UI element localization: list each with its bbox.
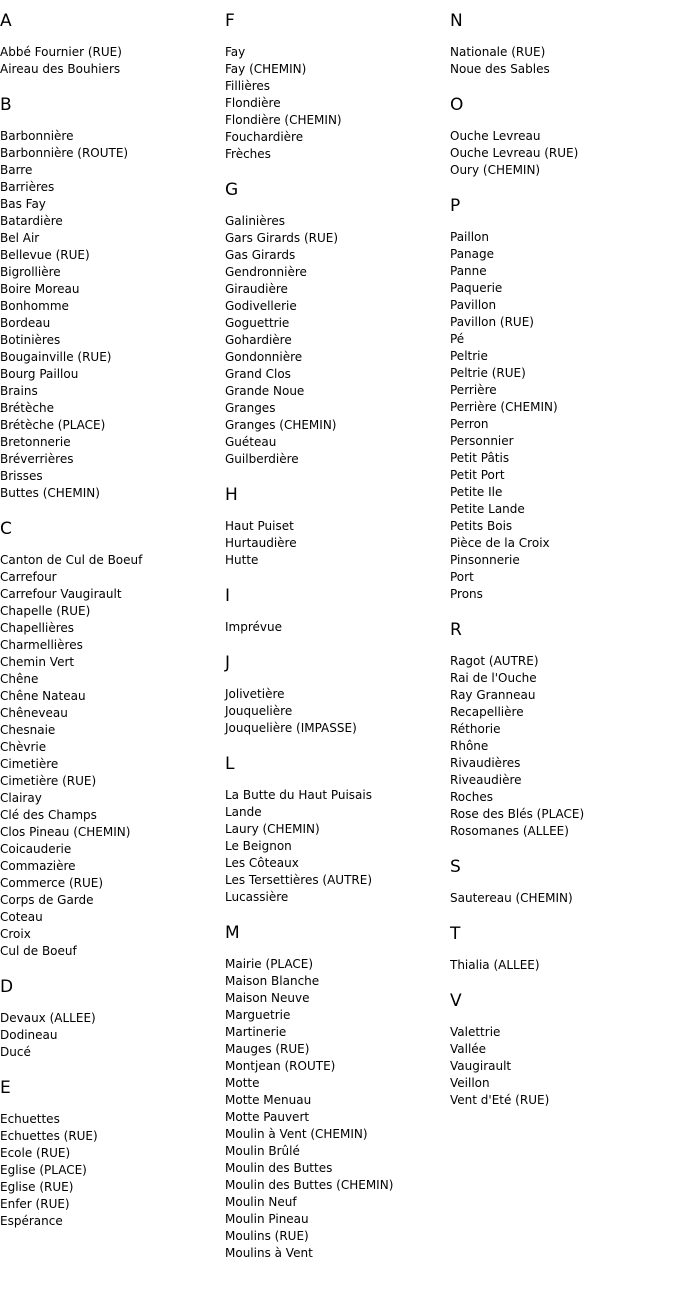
street-name: Paquerie [450, 281, 503, 295]
letter-section-t [450, 923, 670, 974]
street-name: Le Beignon [225, 839, 292, 853]
letter-section-g [225, 179, 445, 468]
street-name: Barre [0, 163, 33, 177]
street-name: Petit Pâtis [450, 451, 510, 465]
letter-section-c [0, 518, 220, 960]
street-name: Croix [0, 927, 31, 941]
street-name: Pé [450, 332, 465, 346]
street-name: Bel Air [0, 231, 40, 245]
street-list [0, 1010, 220, 1061]
street-name: Gendronnière [225, 265, 307, 279]
street-list [450, 653, 670, 840]
letter-section-l [225, 753, 445, 906]
letter-section-r [450, 619, 670, 840]
street-name: Fouchardière [225, 130, 304, 144]
street-name: Gohardière [225, 333, 292, 347]
street-name: Haut Puiset [225, 519, 294, 533]
street-name: Peltrie [450, 349, 488, 363]
street-name: Recapellière [450, 705, 524, 719]
letter-section-j [225, 652, 445, 737]
street-name: Ray Granneau [450, 688, 536, 702]
street-list [450, 44, 670, 78]
street-name: Ouche Levreau [450, 129, 541, 143]
street-name: Bougainville (RUE) [0, 350, 112, 364]
street-list [225, 213, 445, 468]
street-name: Petits Bois [450, 519, 513, 533]
street-name: Jolivetière [225, 687, 285, 701]
street-name: Petite Lande [450, 502, 525, 516]
street-name: Cimetière [0, 757, 59, 771]
section-letter-heading: N [450, 11, 463, 31]
street-list [225, 518, 445, 569]
street-name: Bréverrières [0, 452, 74, 466]
street-name: Chêne Nateau [0, 689, 86, 703]
street-list [450, 1024, 670, 1109]
street-name: Clé des Champs [0, 808, 97, 822]
street-name: Clairay [0, 791, 42, 805]
street-name: Port [450, 570, 474, 584]
street-name: Marguetrie [225, 1008, 291, 1022]
letter-section-f [225, 10, 445, 163]
section-letter-heading: F [225, 11, 235, 31]
street-name: Clos Pineau (CHEMIN) [0, 825, 131, 839]
section-letter-heading: B [0, 95, 12, 115]
street-name: Brétèche [0, 401, 54, 415]
letter-section-b [0, 94, 220, 502]
street-name: Perrière (CHEMIN) [450, 400, 558, 414]
section-letter-heading: L [225, 754, 235, 774]
street-name: Imprévue [225, 620, 282, 634]
letter-section-o [450, 94, 670, 179]
street-list [225, 619, 445, 636]
street-name: Moulin des Buttes (CHEMIN) [225, 1178, 394, 1192]
street-name: Ragot (AUTRE) [450, 654, 539, 668]
street-list [0, 552, 220, 960]
street-name: Petite Ile [450, 485, 503, 499]
street-list [0, 1111, 220, 1230]
street-name: Dodineau [0, 1028, 58, 1042]
street-name: Moulin des Buttes [225, 1161, 333, 1175]
street-name: Les Côteaux [225, 856, 299, 870]
section-letter-heading: H [225, 485, 238, 505]
street-name: Motte [225, 1076, 260, 1090]
street-list [450, 128, 670, 179]
street-name: Boire Moreau [0, 282, 80, 296]
street-name: Rivaudières [450, 756, 521, 770]
street-name: Fay [225, 45, 246, 59]
street-name: Fillières [225, 79, 271, 93]
street-name: Moulins (RUE) [225, 1229, 309, 1243]
street-name: Bourg Paillou [0, 367, 79, 381]
street-name: Petit Port [450, 468, 505, 482]
letter-section-s [450, 856, 670, 907]
street-name: Brétèche (PLACE) [0, 418, 106, 432]
street-name: Panne [450, 264, 487, 278]
street-name: Jouquelière (IMPASSE) [225, 721, 357, 735]
street-name: Carrefour Vaugirault [0, 587, 122, 601]
street-name: Granges (CHEMIN) [225, 418, 337, 432]
street-list [225, 686, 445, 737]
street-name: Moulin Pineau [225, 1212, 309, 1226]
street-name: Guilberdière [225, 452, 299, 466]
street-name: Chesnaie [0, 723, 56, 737]
street-name: Bordeau [0, 316, 51, 330]
street-name: Riveaudière [450, 773, 522, 787]
street-name: Moulin Brûlé [225, 1144, 300, 1158]
street-name: Cul de Boeuf [0, 944, 77, 958]
street-name: Chêneveau [0, 706, 68, 720]
street-name: La Butte du Haut Puisais [225, 788, 372, 802]
street-name: Réthorie [450, 722, 501, 736]
street-name: Guéteau [225, 435, 277, 449]
section-letter-heading: J [225, 653, 231, 673]
street-name: Giraudière [225, 282, 288, 296]
street-name: Pinsonnerie [450, 553, 520, 567]
street-name: Noue des Sables [450, 62, 550, 76]
street-list [0, 128, 220, 502]
section-letter-heading: S [450, 857, 461, 877]
street-name: Bas Fay [0, 197, 46, 211]
street-name: Panage [450, 247, 495, 261]
street-name: Botinières [0, 333, 61, 347]
street-name: Godivellerie [225, 299, 297, 313]
street-name: Pièce de la Croix [450, 536, 550, 550]
street-name: Flondière [225, 96, 281, 110]
letter-section-v [450, 990, 670, 1109]
street-name: Vent d'Eté (RUE) [450, 1093, 550, 1107]
street-name: Vallée [450, 1042, 487, 1056]
street-name: Paillon [450, 230, 489, 244]
street-name: Gars Girards (RUE) [225, 231, 339, 245]
section-letter-heading: P [450, 196, 461, 216]
street-name: Bigrollière [0, 265, 61, 279]
street-name: Peltrie (RUE) [450, 366, 526, 380]
street-name: Mauges (RUE) [225, 1042, 310, 1056]
street-name: Fay (CHEMIN) [225, 62, 307, 76]
section-letter-heading: M [225, 923, 240, 943]
street-list [450, 890, 670, 907]
street-name: Gas Girards [225, 248, 296, 262]
street-name: Roches [450, 790, 493, 804]
street-name: Commerce (RUE) [0, 876, 104, 890]
street-list [225, 44, 445, 163]
section-letter-heading: E [0, 1078, 11, 1098]
street-name: Batardière [0, 214, 63, 228]
street-name: Prons [450, 587, 483, 601]
section-letter-heading: C [0, 519, 12, 539]
street-name: Hurtaudière [225, 536, 297, 550]
street-name: Gondonnière [225, 350, 303, 364]
street-list [450, 229, 670, 603]
street-name: Valettrie [450, 1025, 501, 1039]
section-letter-heading: R [450, 620, 462, 640]
street-name: Moulins à Vent [225, 1246, 313, 1260]
street-name: Ouche Levreau (RUE) [450, 146, 579, 160]
street-name: Espérance [0, 1214, 63, 1228]
street-name: Canton de Cul de Boeuf [0, 553, 143, 567]
street-name: Moulin Neuf [225, 1195, 297, 1209]
street-name: Lucassière [225, 890, 289, 904]
street-name: Les Tersettières (AUTRE) [225, 873, 373, 887]
street-name: Rhône [450, 739, 489, 753]
street-name: Pavillon [450, 298, 497, 312]
street-name: Ecole (RUE) [0, 1146, 71, 1160]
street-name: Barrières [0, 180, 55, 194]
street-name: Lande [225, 805, 262, 819]
street-name: Martinerie [225, 1025, 287, 1039]
street-name: Hutte [225, 553, 259, 567]
street-name: Bretonnerie [0, 435, 71, 449]
street-name: Mairie (PLACE) [225, 957, 314, 971]
street-name: Commazière [0, 859, 76, 873]
letter-section-d [0, 976, 220, 1061]
letter-section-a [0, 10, 220, 78]
street-name: Perron [450, 417, 489, 431]
index-column-2 [225, 10, 445, 1278]
section-letter-heading: V [450, 991, 462, 1011]
street-name: Moulin à Vent (CHEMIN) [225, 1127, 368, 1141]
street-name: Perrière [450, 383, 497, 397]
street-name: Brains [0, 384, 38, 398]
street-name: Chêne [0, 672, 39, 686]
street-name: Barbonnière (ROUTE) [0, 146, 129, 160]
street-name: Maison Blanche [225, 974, 320, 988]
street-name: Thialia (ALLEE) [450, 958, 540, 972]
street-name: Nationale (RUE) [450, 45, 546, 59]
street-name: Oury (CHEMIN) [450, 163, 541, 177]
letter-section-e [0, 1077, 220, 1230]
street-name: Chapelle (RUE) [0, 604, 91, 618]
section-letter-heading: I [225, 586, 231, 606]
street-name: Vaugirault [450, 1059, 512, 1073]
section-letter-heading: G [225, 180, 239, 200]
street-list [225, 787, 445, 906]
street-name: Ducé [0, 1045, 31, 1059]
index-column-3 [450, 10, 670, 1125]
letter-section-m [225, 922, 445, 1262]
street-name: Galinières [225, 214, 285, 228]
street-list [0, 44, 220, 78]
street-name: Brisses [0, 469, 43, 483]
street-name: Cimetière (RUE) [0, 774, 97, 788]
street-name: Eglise (PLACE) [0, 1163, 87, 1177]
street-name: Bonhomme [0, 299, 69, 313]
section-letter-heading: A [0, 11, 12, 31]
street-name: Sautereau (CHEMIN) [450, 891, 573, 905]
street-name: Rosomanes (ALLEE) [450, 824, 569, 838]
section-letter-heading: O [450, 95, 464, 115]
street-name: Echuettes (RUE) [0, 1129, 98, 1143]
street-name: Charmellières [0, 638, 83, 652]
street-name: Flondière (CHEMIN) [225, 113, 342, 127]
street-list [450, 957, 670, 974]
street-name: Personnier [450, 434, 514, 448]
street-name: Goguettrie [225, 316, 290, 330]
street-name: Rai de l'Ouche [450, 671, 537, 685]
street-name: Coteau [0, 910, 43, 924]
street-name: Pavillon (RUE) [450, 315, 534, 329]
street-name: Buttes (CHEMIN) [0, 486, 100, 500]
street-name: Eglise (RUE) [0, 1180, 74, 1194]
street-name: Frèches [225, 147, 271, 161]
street-name: Enfer (RUE) [0, 1197, 70, 1211]
street-name: Grand Clos [225, 367, 291, 381]
street-name: Coicauderie [0, 842, 72, 856]
letter-section-n [450, 10, 670, 78]
street-name: Corps de Garde [0, 893, 94, 907]
street-name: Granges [225, 401, 276, 415]
street-name: Veillon [450, 1076, 490, 1090]
section-letter-heading: D [0, 977, 14, 997]
street-name: Chapellières [0, 621, 75, 635]
street-name: Chèvrie [0, 740, 47, 754]
street-name: Montjean (ROUTE) [225, 1059, 336, 1073]
street-name: Aireau des Bouhiers [0, 62, 121, 76]
street-name: Devaux (ALLEE) [0, 1011, 96, 1025]
street-name: Maison Neuve [225, 991, 310, 1005]
street-name: Carrefour [0, 570, 57, 584]
letter-section-i [225, 585, 445, 636]
street-name: Motte Pauvert [225, 1110, 310, 1124]
street-name: Jouquelière [225, 704, 293, 718]
street-name: Rose des Blés (PLACE) [450, 807, 585, 821]
section-letter-heading: T [450, 924, 461, 944]
street-name: Abbé Fournier (RUE) [0, 45, 122, 59]
street-name: Barbonnière [0, 129, 74, 143]
street-name: Motte Menuau [225, 1093, 312, 1107]
street-name: Echuettes [0, 1112, 60, 1126]
street-list [225, 956, 445, 1262]
street-name: Chemin Vert [0, 655, 75, 669]
index-column-1 [0, 10, 220, 1246]
letter-section-p [450, 195, 670, 603]
street-name: Bellevue (RUE) [0, 248, 90, 262]
street-name: Grande Noue [225, 384, 305, 398]
street-name: Laury (CHEMIN) [225, 822, 320, 836]
letter-section-h [225, 484, 445, 569]
